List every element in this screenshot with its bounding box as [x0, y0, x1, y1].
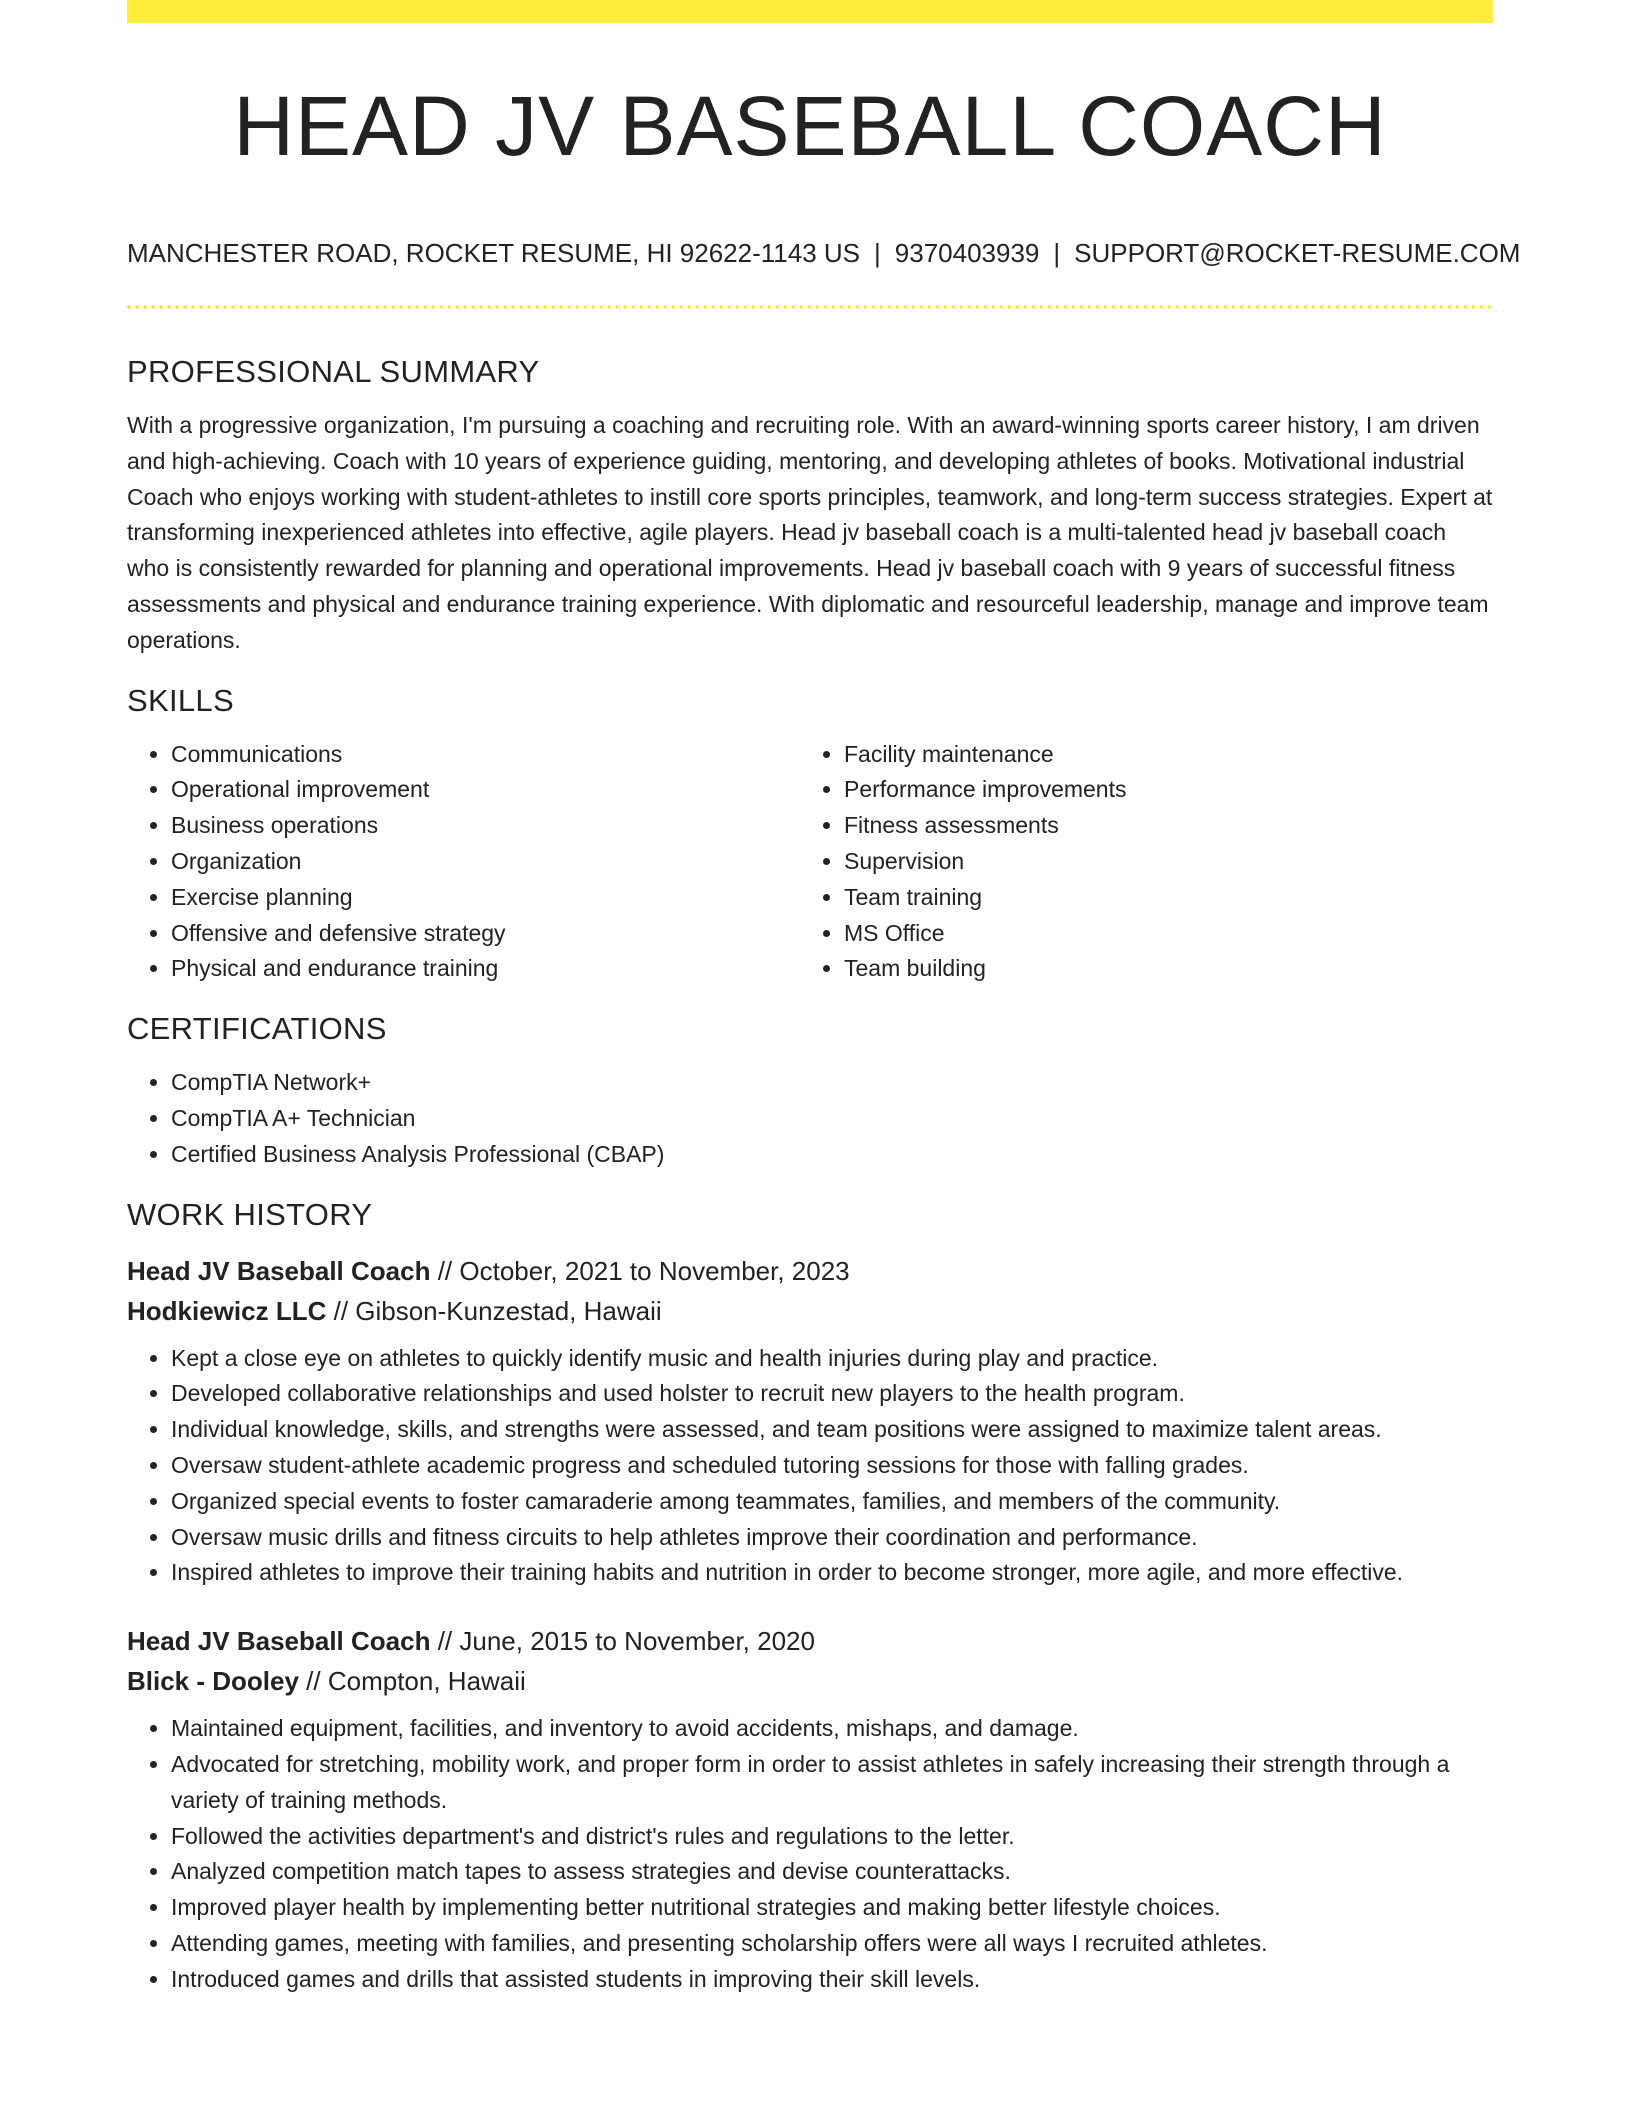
- contact-address: MANCHESTER ROAD, ROCKET RESUME, HI 92622-1143 US: [127, 238, 861, 268]
- skill-item: • MS Office: [844, 916, 1473, 952]
- skill-item: • Supervision: [844, 844, 1473, 880]
- resume-body: [127, 350, 1493, 1998]
- job-dates: // October, 2021 to November, 2023: [437, 1255, 850, 1286]
- work-history-section: [127, 1193, 1493, 1998]
- contact-separator: |: [874, 238, 881, 268]
- job-entry: [127, 1621, 1493, 1997]
- job-location: // Compton, Hawaii: [306, 1666, 526, 1697]
- skill-item: • Facility maintenance: [844, 737, 1473, 773]
- contact-line: [127, 236, 1521, 270]
- contact-email[interactable]: SUPPORT@ROCKET-RESUME.COM: [1074, 238, 1521, 268]
- job-bullet: • Advocated for stretching, mobility work, and proper form in order to assist athletes in safely increasing their strength through a variety of training methods.: [171, 1747, 1493, 1819]
- skills-columns: [127, 737, 1493, 988]
- job-bullet: • Individual knowledge, skills, and strengths were assessed, and team positions were assigned to maximize talent areas.: [171, 1412, 1493, 1448]
- job-entry: [127, 1251, 1493, 1592]
- skills-heading: SKILLS: [127, 682, 234, 718]
- job-location: // Gibson-Kunzestad, Hawaii: [333, 1295, 662, 1326]
- professional-summary-section: [127, 350, 1493, 659]
- skill-item: • Operational improvement: [171, 772, 800, 808]
- header-divider: [127, 305, 1493, 309]
- job-bullet: • Organized special events to foster camaraderie among teammates, families, and members of the community.: [171, 1484, 1493, 1520]
- skill-item: • Physical and endurance training: [171, 951, 800, 987]
- certification-item: • CompTIA A+ Technician: [171, 1101, 1493, 1137]
- job-bullet: • Improved player health by implementing better nutritional strategies and making better lifestyle choices.: [171, 1890, 1493, 1926]
- certifications-heading: CERTIFICATIONS: [127, 1011, 387, 1047]
- job-company-line: [127, 1661, 1493, 1701]
- skills-section: [127, 679, 1493, 988]
- job-role: Head JV Baseball Coach: [127, 1626, 431, 1657]
- job-bullet: • Analyzed competition match tapes to assess strategies and devise counterattacks.: [171, 1854, 1493, 1890]
- job-role: Head JV Baseball Coach: [127, 1255, 431, 1286]
- job-bullet: • Oversaw student-athlete academic progress and scheduled tutoring sessions for those with falling grades.: [171, 1448, 1493, 1484]
- job-bullet: • Kept a close eye on athletes to quickly identify music and health injuries during play and practice.: [171, 1341, 1493, 1377]
- job-bullet: • Attending games, meeting with families, and presenting scholarship offers were all ways I recruited athletes.: [171, 1926, 1493, 1962]
- job-bullet: • Followed the activities department's and district's rules and regulations to the letter.: [171, 1819, 1493, 1855]
- certification-item: • CompTIA Network+: [171, 1065, 1493, 1101]
- job-bullet: • Introduced games and drills that assisted students in improving their skill levels.: [171, 1962, 1493, 1998]
- contact-phone: 9370403939: [894, 238, 1040, 268]
- certifications-list: [127, 1065, 1493, 1172]
- skill-item: • Performance improvements: [844, 772, 1473, 808]
- job-title-line: [127, 1251, 1493, 1291]
- top-accent-bar: [127, 0, 1493, 23]
- certifications-section: [127, 1007, 1493, 1172]
- skill-item: • Organization: [171, 844, 800, 880]
- job-bullets: [127, 1711, 1493, 1997]
- job-title-line: [127, 1621, 1493, 1661]
- skill-item: • Team training: [844, 880, 1473, 916]
- skill-item: • Team building: [844, 951, 1473, 987]
- job-bullet: • Oversaw music drills and fitness circuits to help athletes improve their coordination and performance.: [171, 1520, 1493, 1556]
- skill-item: • Fitness assessments: [844, 808, 1473, 844]
- work-history-heading: WORK HISTORY: [127, 1196, 373, 1232]
- skill-item: • Exercise planning: [171, 880, 800, 916]
- summary-heading: PROFESSIONAL SUMMARY: [127, 354, 540, 389]
- skill-item: • Offensive and defensive strategy: [171, 916, 800, 952]
- skills-right-list: [800, 737, 1473, 988]
- job-bullets: [127, 1341, 1493, 1592]
- job-bullet: • Inspired athletes to improve their training habits and nutrition in order to become stronger, more agile, and more effective.: [171, 1555, 1493, 1591]
- resume-name-title: HEAD JV BASEBALL COACH: [233, 79, 1387, 173]
- skills-right-column: [800, 737, 1473, 988]
- job-company: Blick - Dooley: [127, 1666, 299, 1697]
- job-bullet: • Maintained equipment, facilities, and inventory to avoid accidents, mishaps, and damage.: [171, 1711, 1493, 1747]
- contact-separator: |: [1053, 238, 1061, 268]
- job-bullet: • Developed collaborative relationships and used holster to recruit new players to the health program.: [171, 1376, 1493, 1412]
- skill-item: • Communications: [171, 737, 800, 773]
- summary-text: With a progressive organization, I'm pursuing a coaching and recruiting role. With an award-winning sports career history, I am driven and high-achieving. Coach with 10 years of experience guiding, mentoring, and developing athletes of books. Motivational industrial Coach who enjoys working with student-athletes to instill core sports principles, teamwork, and long-term success strategies. Expert at transforming inexperienced athletes into effective, agile players. Head jv baseball coach is a multi-talented head jv baseball coach who is consistently rewarded for planning and operational improvements. Head jv baseball coach with 9 years of successful fitness assessments and physical and endurance training experience. With diplomatic and resourceful leadership, manage and improve team operations.: [127, 412, 1493, 653]
- skills-left-list: [127, 737, 800, 988]
- job-company-line: [127, 1291, 1493, 1331]
- job-dates: // June, 2015 to November, 2020: [437, 1626, 815, 1657]
- job-company: Hodkiewicz LLC: [127, 1295, 327, 1326]
- certification-item: • Certified Business Analysis Professional (CBAP): [171, 1137, 1493, 1173]
- skills-left-column: [127, 737, 800, 988]
- skill-item: • Business operations: [171, 808, 800, 844]
